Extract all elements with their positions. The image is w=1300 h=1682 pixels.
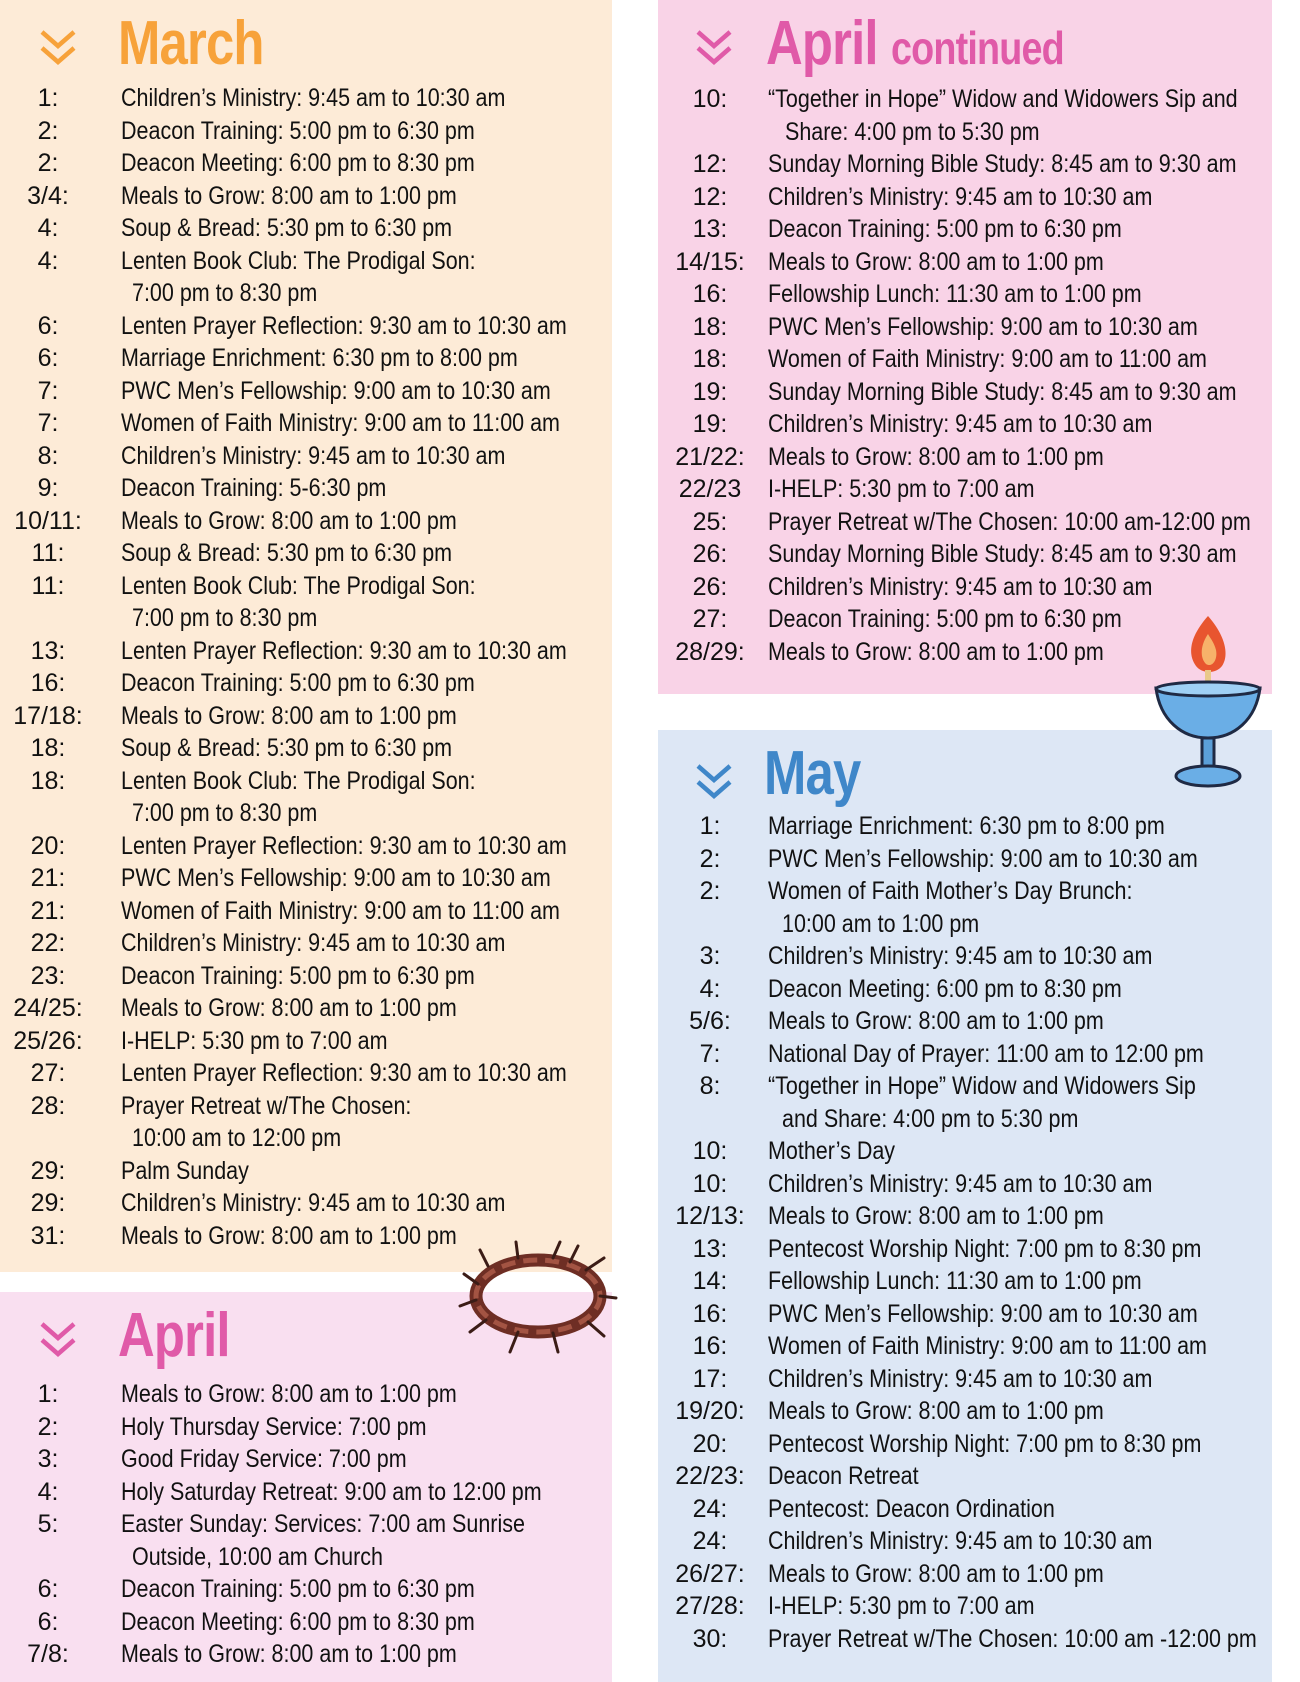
event-description: Mother’s Day xyxy=(768,1137,896,1165)
event-description: Soup & Bread: 5:30 pm to 6:30 pm xyxy=(121,734,453,762)
event-row xyxy=(0,1025,612,1058)
event-row xyxy=(658,843,1272,876)
event-row xyxy=(0,1187,612,1220)
event-description: “Together in Hope” Widow and Widowers Sip xyxy=(768,1072,1196,1100)
event-row xyxy=(0,570,612,603)
event-date: 25/26: xyxy=(13,1026,83,1055)
event-row xyxy=(658,1395,1272,1428)
event-description: Meals to Grow: 8:00 am to 1:00 pm xyxy=(768,637,1104,666)
event-date: 29: xyxy=(30,1156,66,1185)
event-date: 1: xyxy=(37,1380,59,1408)
event-date: 28: xyxy=(30,1091,66,1120)
event-description: Lenten Prayer Reflection: 9:30 am to 10:30 am xyxy=(121,311,567,340)
march-title: March xyxy=(118,9,264,78)
event-description: Soup & Bread: 5:30 pm to 6:30 pm xyxy=(121,214,453,242)
event-description: Children’s Ministry: 9:45 am to 10:30 am xyxy=(768,1364,1153,1393)
event-row xyxy=(0,505,612,538)
event-description: Meals to Grow: 8:00 am to 1:00 pm xyxy=(768,442,1104,471)
event-date: 6: xyxy=(37,344,59,372)
event-row xyxy=(658,278,1272,311)
event-date: 12: xyxy=(692,182,728,211)
event-description: Deacon Meeting: 6:00 pm to 8:30 pm xyxy=(768,974,1122,1003)
event-date: 10: xyxy=(692,85,728,113)
event-description: Meals to Grow: 8:00 am to 1:00 pm xyxy=(768,247,1104,276)
event-date: 5/6: xyxy=(689,1007,731,1035)
april-continued-suffix: continued xyxy=(891,22,1064,74)
event-description: Sunday Morning Bible Study: 8:45 am to 9:30 am xyxy=(768,377,1237,406)
event-description: Good Friday Service: 7:00 pm xyxy=(121,1445,407,1473)
event-row xyxy=(0,992,612,1025)
event-description: Prayer Retreat w/The Chosen: 10:00 am-12:00 pm xyxy=(768,507,1251,536)
event-row xyxy=(0,537,612,570)
double-chevron-down-icon xyxy=(694,26,734,70)
event-date: 19: xyxy=(692,377,728,406)
event-row xyxy=(0,245,612,278)
event-row xyxy=(658,376,1272,409)
event-row xyxy=(0,440,612,473)
march-event-list xyxy=(0,82,612,1252)
event-row xyxy=(0,635,612,668)
event-date: 11: xyxy=(31,571,65,600)
event-description: Lenten Prayer Reflection: 9:30 am to 10:30 am xyxy=(121,636,567,665)
event-date: 19/20: xyxy=(675,1397,745,1425)
event-description: PWC Men’s Fellowship: 9:00 am to 10:30 am xyxy=(768,1299,1198,1328)
event-row xyxy=(0,1443,612,1476)
event-description: Marriage Enrichment: 6:30 pm to 8:00 pm xyxy=(121,344,518,372)
event-description: Children’s Ministry: 9:45 am to 10:30 am xyxy=(768,572,1153,601)
event-row xyxy=(658,1558,1272,1591)
event-date: 13: xyxy=(692,215,728,243)
event-row xyxy=(658,441,1272,474)
event-description: and Share: 4:00 pm to 5:30 pm xyxy=(782,1104,1079,1133)
event-date: 4: xyxy=(699,974,721,1003)
event-row xyxy=(658,1363,1272,1396)
event-row xyxy=(0,1378,612,1411)
event-description: Meals to Grow: 8:00 am to 1:00 pm xyxy=(121,701,457,730)
event-row xyxy=(658,1070,1272,1103)
event-row-continuation xyxy=(0,797,612,830)
event-date: 1: xyxy=(37,84,59,112)
event-description: Lenten Book Club: The Prodigal Son: xyxy=(121,766,476,795)
event-date: 16: xyxy=(30,669,66,697)
event-description: Meals to Grow: 8:00 am to 1:00 pm xyxy=(768,1007,1104,1035)
event-description: Deacon Training: 5:00 pm to 6:30 pm xyxy=(121,669,475,697)
event-date: 3: xyxy=(37,1445,59,1473)
double-chevron-down-icon xyxy=(694,760,734,804)
event-date: 5: xyxy=(37,1510,59,1538)
event-row xyxy=(0,895,612,928)
event-description: Meals to Grow: 8:00 am to 1:00 pm xyxy=(768,1202,1104,1230)
event-row xyxy=(0,960,612,993)
event-description: Meals to Grow: 8:00 am to 1:00 pm xyxy=(768,1559,1104,1588)
april-continued-title xyxy=(766,4,1064,88)
event-date: 2: xyxy=(37,1412,59,1441)
event-row xyxy=(0,1573,612,1606)
event-row xyxy=(658,1525,1272,1558)
event-row xyxy=(0,700,612,733)
event-description: Children’s Ministry: 9:45 am to 10:30 am xyxy=(768,1169,1153,1198)
event-row-continuation xyxy=(658,116,1272,149)
event-date: 8: xyxy=(37,441,59,470)
event-row xyxy=(658,1590,1272,1623)
event-date: 26/27: xyxy=(675,1559,745,1588)
event-description: Deacon Training: 5:00 pm to 6:30 pm xyxy=(768,215,1122,243)
event-date: 8: xyxy=(699,1072,721,1100)
event-row xyxy=(0,862,612,895)
event-date: 26: xyxy=(692,540,728,568)
event-description: Deacon Training: 5-6:30 pm xyxy=(121,474,387,502)
event-row xyxy=(658,1493,1272,1526)
event-row xyxy=(0,342,612,375)
may-title: May xyxy=(764,739,861,808)
event-date: 2: xyxy=(37,149,59,177)
event-date: 21: xyxy=(30,864,66,892)
event-date: 10: xyxy=(692,1169,728,1198)
event-description: 10:00 am to 12:00 pm xyxy=(132,1124,342,1152)
event-date: 27/28: xyxy=(675,1592,745,1620)
event-date: 2: xyxy=(37,116,59,145)
event-date: 17: xyxy=(692,1364,728,1393)
event-description: PWC Men’s Fellowship: 9:00 am to 10:30 am xyxy=(121,864,551,892)
event-date: 19: xyxy=(692,410,728,438)
event-description: Meals to Grow: 8:00 am to 1:00 pm xyxy=(121,1640,457,1668)
event-row xyxy=(0,1057,612,1090)
event-description: National Day of Prayer: 11:00 am to 12:00 pm xyxy=(768,1039,1204,1068)
event-date: 26: xyxy=(692,572,728,601)
event-description: Deacon Training: 5:00 pm to 6:30 pm xyxy=(121,116,475,145)
event-date: 3: xyxy=(699,942,721,970)
event-date: 23: xyxy=(30,961,66,990)
event-date: 6: xyxy=(37,311,59,340)
event-date: 11: xyxy=(31,539,65,567)
event-date: 25: xyxy=(692,507,728,536)
event-description: Prayer Retreat w/The Chosen: 10:00 am -12:00 pm xyxy=(768,1624,1257,1653)
event-description: Deacon Meeting: 6:00 pm to 8:30 pm xyxy=(121,1607,475,1636)
event-description: PWC Men’s Fellowship: 9:00 am to 10:30 am xyxy=(768,312,1198,341)
event-row xyxy=(0,927,612,960)
event-description: Sunday Morning Bible Study: 8:45 am to 9:30 am xyxy=(768,150,1237,178)
march-panel xyxy=(0,0,612,1272)
event-description: Meals to Grow: 8:00 am to 1:00 pm xyxy=(768,1397,1104,1425)
event-description: Fellowship Lunch: 11:30 am to 1:00 pm xyxy=(768,280,1142,308)
event-description: Prayer Retreat w/The Chosen: xyxy=(121,1091,412,1120)
event-date: 14/15: xyxy=(675,247,745,276)
double-chevron-down-icon xyxy=(38,1318,78,1362)
event-description: Holy Thursday Service: 7:00 pm xyxy=(121,1412,427,1441)
event-description: Marriage Enrichment: 6:30 pm to 8:00 pm xyxy=(768,812,1165,840)
event-date: 18: xyxy=(692,345,728,373)
event-description: Pentecost: Deacon Ordination xyxy=(768,1494,1055,1523)
event-date: 7: xyxy=(699,1039,721,1068)
event-row xyxy=(658,408,1272,441)
event-row-continuation xyxy=(0,277,612,310)
event-row xyxy=(0,115,612,148)
event-date: 30: xyxy=(692,1624,728,1653)
event-row xyxy=(658,1428,1272,1461)
event-date: 7: xyxy=(37,409,59,437)
event-row xyxy=(658,181,1272,214)
event-description: Palm Sunday xyxy=(121,1156,249,1185)
event-description: Children’s Ministry: 9:45 am to 10:30 am xyxy=(121,441,506,470)
event-description: Sunday Morning Bible Study: 8:45 am to 9:30 am xyxy=(768,540,1237,568)
event-row xyxy=(658,1265,1272,1298)
event-description: Lenten Book Club: The Prodigal Son: xyxy=(121,571,476,600)
event-row xyxy=(658,1135,1272,1168)
event-description: Deacon Training: 5:00 pm to 6:30 pm xyxy=(768,605,1122,633)
event-row-continuation xyxy=(658,908,1272,941)
event-row xyxy=(658,973,1272,1006)
event-description: Children’s Ministry: 9:45 am to 10:30 am xyxy=(768,410,1153,438)
event-row xyxy=(658,538,1272,571)
event-row xyxy=(0,375,612,408)
event-description: Share: 4:00 pm to 5:30 pm xyxy=(785,117,1040,146)
april-continued-panel xyxy=(658,0,1272,694)
event-row-continuation xyxy=(0,1541,612,1574)
event-description: I-HELP: 5:30 pm to 7:00 am xyxy=(121,1026,388,1055)
event-description: Pentecost Worship Night: 7:00 pm to 8:30 pm xyxy=(768,1429,1202,1458)
event-row xyxy=(0,1476,612,1509)
event-description: Holy Saturday Retreat: 9:00 am to 12:00 pm xyxy=(121,1477,542,1506)
event-row xyxy=(658,506,1272,539)
event-row xyxy=(658,311,1272,344)
event-date: 22/23: xyxy=(675,1462,745,1490)
event-description: Women of Faith Ministry: 9:00 am to 11:00 am xyxy=(121,896,560,925)
event-date: 28/29: xyxy=(675,637,745,666)
event-description: Children’s Ministry: 9:45 am to 10:30 am xyxy=(121,929,506,957)
event-date: 12/13: xyxy=(675,1202,745,1230)
event-row xyxy=(658,343,1272,376)
event-description: Women of Faith Ministry: 9:00 am to 11:00 am xyxy=(768,1332,1207,1360)
event-date: 21: xyxy=(30,896,66,925)
event-description: Pentecost Worship Night: 7:00 pm to 8:30 pm xyxy=(768,1234,1202,1263)
april-title: April xyxy=(118,1301,230,1370)
event-row xyxy=(0,82,612,115)
event-row xyxy=(658,1460,1272,1493)
event-date: 9: xyxy=(37,474,59,502)
event-date: 22: xyxy=(30,929,66,957)
may-event-list xyxy=(658,810,1272,1655)
event-description: Soup & Bread: 5:30 pm to 6:30 pm xyxy=(121,539,453,567)
event-description: 7:00 pm to 8:30 pm xyxy=(132,604,318,632)
event-row xyxy=(0,1638,612,1671)
event-row xyxy=(0,310,612,343)
event-row xyxy=(0,212,612,245)
event-description: “Together in Hope” Widow and Widowers Sip and xyxy=(768,85,1238,113)
double-chevron-down-icon xyxy=(38,26,78,70)
event-description: Women of Faith Ministry: 9:00 am to 11:00 am xyxy=(121,409,560,437)
event-row xyxy=(658,940,1272,973)
event-row xyxy=(0,147,612,180)
event-date: 20: xyxy=(30,831,66,860)
event-row xyxy=(658,1005,1272,1038)
event-description: Lenten Prayer Reflection: 9:30 am to 10:30 am xyxy=(121,831,567,860)
event-date: 18: xyxy=(30,766,66,795)
event-row xyxy=(658,1038,1272,1071)
event-date: 2: xyxy=(699,877,721,905)
event-row-continuation xyxy=(0,602,612,635)
event-row-continuation xyxy=(0,1122,612,1155)
april-continued-month: April xyxy=(766,9,878,78)
event-description: Fellowship Lunch: 11:30 am to 1:00 pm xyxy=(768,1267,1142,1295)
event-row xyxy=(658,1330,1272,1363)
may-panel xyxy=(658,730,1272,1682)
event-row xyxy=(0,180,612,213)
event-row-continuation xyxy=(658,1103,1272,1136)
event-description: Meals to Grow: 8:00 am to 1:00 pm xyxy=(121,1221,457,1250)
event-date: 1: xyxy=(699,812,721,840)
event-description: Children’s Ministry: 9:45 am to 10:30 am xyxy=(768,182,1153,211)
event-row xyxy=(0,1155,612,1188)
event-description: Children’s Ministry: 9:45 am to 10:30 am xyxy=(121,84,506,112)
event-description: Meals to Grow: 8:00 am to 1:00 pm xyxy=(121,181,457,210)
event-date: 27: xyxy=(30,1059,66,1087)
event-row xyxy=(0,1411,612,1444)
event-date: 14: xyxy=(692,1267,728,1295)
event-date: 24/25: xyxy=(13,994,83,1022)
event-date: 10/11: xyxy=(14,506,82,535)
event-date: 13: xyxy=(692,1234,728,1263)
event-date: 16: xyxy=(692,1332,728,1360)
event-date: 24: xyxy=(692,1494,728,1523)
event-row xyxy=(658,1200,1272,1233)
event-date: 2: xyxy=(699,844,721,873)
event-description: 10:00 am to 1:00 pm xyxy=(782,909,980,938)
event-row xyxy=(0,667,612,700)
event-date: 21/22: xyxy=(675,442,745,471)
event-description: 7:00 pm to 8:30 pm xyxy=(132,799,318,827)
event-date: 4: xyxy=(37,246,59,275)
event-description: Meals to Grow: 8:00 am to 1:00 pm xyxy=(121,1380,457,1408)
event-description: Meals to Grow: 8:00 am to 1:00 pm xyxy=(121,506,457,535)
event-description: Children’s Ministry: 9:45 am to 10:30 am xyxy=(768,942,1153,970)
event-date: 18: xyxy=(30,734,66,762)
chalice-flame-icon xyxy=(1148,612,1266,798)
event-description: Meals to Grow: 8:00 am to 1:00 pm xyxy=(121,994,457,1022)
event-date: 20: xyxy=(692,1429,728,1458)
event-date: 24: xyxy=(692,1527,728,1555)
event-description: I-HELP: 5:30 pm to 7:00 am xyxy=(768,475,1035,503)
event-row xyxy=(0,732,612,765)
event-row xyxy=(658,1298,1272,1331)
event-date: 4: xyxy=(37,214,59,242)
event-date: 31: xyxy=(30,1221,66,1250)
event-row xyxy=(658,1233,1272,1266)
event-description: Women of Faith Ministry: 9:00 am to 11:00 am xyxy=(768,345,1207,373)
event-row xyxy=(0,830,612,863)
event-description: Lenten Book Club: The Prodigal Son: xyxy=(121,246,476,275)
event-description: Deacon Training: 5:00 pm to 6:30 pm xyxy=(121,961,475,990)
event-row xyxy=(0,1090,612,1123)
crown-of-thorns-icon xyxy=(458,1234,618,1364)
event-description: Easter Sunday: Services: 7:00 am Sunrise xyxy=(121,1510,525,1538)
event-row xyxy=(0,407,612,440)
event-row xyxy=(658,148,1272,181)
event-date: 6: xyxy=(37,1607,59,1636)
event-date: 3/4: xyxy=(27,181,69,210)
event-row xyxy=(0,765,612,798)
event-description: I-HELP: 5:30 pm to 7:00 am xyxy=(768,1592,1035,1620)
april-event-list xyxy=(0,1378,612,1671)
event-date: 7: xyxy=(37,376,59,405)
event-date: 18: xyxy=(692,312,728,341)
event-row xyxy=(658,1168,1272,1201)
event-row xyxy=(658,810,1272,843)
event-date: 4: xyxy=(37,1477,59,1506)
event-row xyxy=(658,213,1272,246)
event-date: 16: xyxy=(692,280,728,308)
event-row xyxy=(658,246,1272,279)
event-row xyxy=(0,1606,612,1639)
event-description: Lenten Prayer Reflection: 9:30 am to 10:30 am xyxy=(121,1059,567,1087)
event-description: 7:00 pm to 8:30 pm xyxy=(132,279,318,307)
event-description: Children’s Ministry: 9:45 am to 10:30 am xyxy=(768,1527,1153,1555)
event-row xyxy=(658,83,1272,116)
event-date: 13: xyxy=(30,636,66,665)
event-description: PWC Men’s Fellowship: 9:00 am to 10:30 am xyxy=(121,376,551,405)
event-description: Deacon Retreat xyxy=(768,1462,919,1490)
event-date: 22/23 xyxy=(678,475,742,503)
event-row xyxy=(658,571,1272,604)
event-description: PWC Men’s Fellowship: 9:00 am to 10:30 am xyxy=(768,844,1198,873)
event-row xyxy=(658,473,1272,506)
event-description: Outside, 10:00 am Church xyxy=(132,1542,383,1571)
event-row xyxy=(658,875,1272,908)
april-continued-event-list xyxy=(658,83,1272,668)
event-description: Women of Faith Mother’s Day Brunch: xyxy=(768,877,1133,905)
event-description: Deacon Meeting: 6:00 pm to 8:30 pm xyxy=(121,149,475,177)
event-row xyxy=(0,472,612,505)
event-date: 7/8: xyxy=(27,1640,69,1668)
event-row xyxy=(658,1623,1272,1656)
event-date: 16: xyxy=(692,1299,728,1328)
event-date: 12: xyxy=(692,150,728,178)
event-description: Children’s Ministry: 9:45 am to 10:30 am xyxy=(121,1189,506,1217)
event-date: 17/18: xyxy=(13,701,83,730)
event-row xyxy=(0,1508,612,1541)
event-date: 6: xyxy=(37,1575,59,1603)
event-date: 27: xyxy=(692,605,728,633)
event-date: 29: xyxy=(30,1189,66,1217)
event-date: 10: xyxy=(692,1137,728,1165)
event-description: Deacon Training: 5:00 pm to 6:30 pm xyxy=(121,1575,475,1603)
